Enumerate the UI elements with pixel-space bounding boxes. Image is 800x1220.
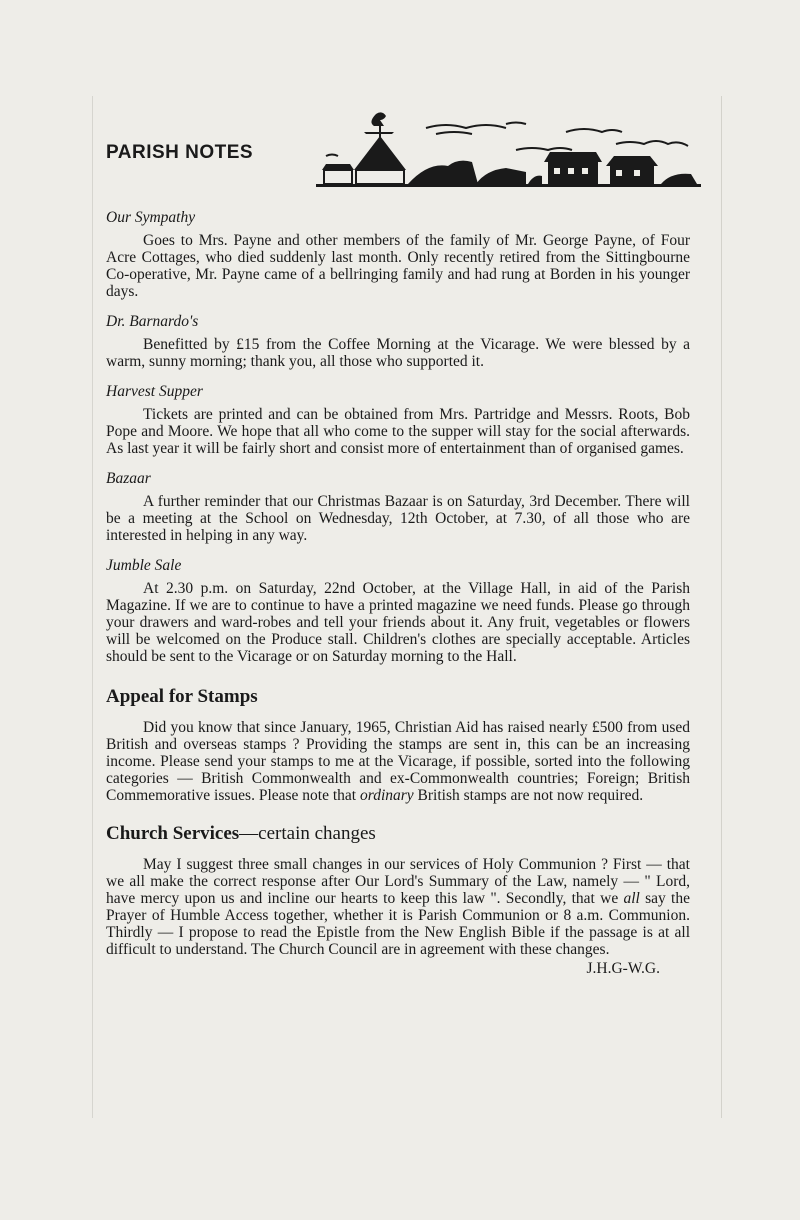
section-heading: Jumble Sale <box>106 557 182 574</box>
signature: J.H.G-W.G. <box>586 960 660 977</box>
section-body: Tickets are printed and can be obtained from Mrs. Partridge and Messrs. Roots, Bob Pope and Moore. We hope that all who come to the supper will stay for the social afterwards. As last year it will be fairly short and consist more of entertainment than of organised games. <box>106 406 690 457</box>
section-heading: Harvest Supper <box>106 383 203 400</box>
section-body: Did you know that since January, 1965, Christian Aid has raised nearly £500 from used British and overseas stamps ? Providing the stamps are sent in, this can be an increasing income. Please send your stamps to me at the Vicarage, if possible, sorted into the following categories — British Commonwealth and ex-Commonwealth countries; Foreign; British Commemorative issues. Please note that ordinary British stamps are not now required. <box>106 719 690 804</box>
section-dr-barnardos <box>106 312 690 370</box>
section-our-sympathy <box>106 208 690 300</box>
village-illustration <box>316 110 701 188</box>
section-jumble-sale <box>106 556 690 665</box>
section-body: Goes to Mrs. Payne and other members of the family of Mr. George Payne, of Four Acre Cottages, who died suddenly last month. Only recently retired from the Sittingbourne Co-operative, Mr. Payne came of a bellringing family and had rung at Borden in his younger days. <box>106 232 690 300</box>
section-heading: Our Sympathy <box>106 209 196 226</box>
section-body: A further reminder that our Christmas Bazaar is on Saturday, 3rd December. There will be a meeting at the School on Wednesday, 12th October, at 7.30, of all those who are interested in helping in any way. <box>106 493 690 544</box>
section-body: At 2.30 p.m. on Saturday, 22nd October, at the Village Hall, in aid of the Parish Magazine. If we are to continue to have a printed magazine we need funds. Please go through your drawers and ward-robes and tell your friends about it. Any fruit, vegetables or flowers will be welcomed on the Produce stall. Children's clothes are specially acceptable. Articles should be sent to the Vicarage or on Saturday morning to the Hall. <box>106 580 690 665</box>
section-heading: Dr. Barnardo's <box>106 313 199 330</box>
section-harvest-supper <box>106 382 690 457</box>
section-appeal-for-stamps <box>106 685 690 804</box>
notes-content <box>106 208 690 978</box>
section-heading: Bazaar <box>106 470 151 487</box>
page-header <box>106 110 696 190</box>
section-body: May I suggest three small changes in our services of Holy Communion ? First — that we all make the correct response after Our Lord's Summary of the Law, namely — " Lord, have mercy upon us and incline our hearts to keep this law ". Secondly, that we all say the Prayer of Humble Access together, whether it is Parish Communion or 8 a.m. Communion. Thirdly — I propose to read the Epistle from the New English Bible if the passage is at all difficult to understand. The Church Council are in agreement with these changes. <box>106 856 690 958</box>
section-church-services <box>106 822 690 978</box>
section-heading: Church Services—certain changes <box>106 823 376 844</box>
section-heading: Appeal for Stamps <box>106 686 258 707</box>
section-bazaar <box>106 469 690 544</box>
section-body: Benefitted by £15 from the Coffee Morning at the Vicarage. We were blessed by a warm, sunny morning; thank you, all those who supported it. <box>106 336 690 370</box>
page-title: PARISH NOTES <box>106 142 254 163</box>
